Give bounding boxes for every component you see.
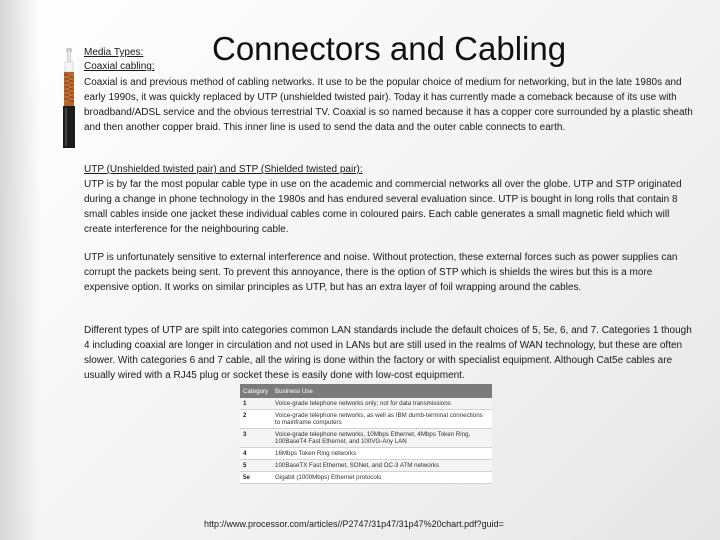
- table-header-category: Category: [240, 384, 272, 398]
- utp-heading: UTP (Unshielded twisted pair) and STP (Shielded twisted pair):: [84, 164, 363, 175]
- table-row: [240, 472, 492, 484]
- table-cell-use: Voice-grade telephone networks only; not for data transmissions: [272, 398, 492, 410]
- utp-sensitive-paragraph: UTP is unfortunately sensitive to external interference and noise. Without protection, these external forces such as power supplies can corrupt the packets being sent. To prevent this annoyance, there is the option of STP which is shields the wires but this is a more expensive option. It works on similar principles as UTP, but has an extra layer of foil wrapping around the cables.: [84, 252, 678, 293]
- table-row: [240, 429, 492, 448]
- utp-category-table: [240, 384, 492, 484]
- table-row: [240, 448, 492, 460]
- table-row: [240, 398, 492, 410]
- table-cell-category: 3: [240, 429, 272, 448]
- table-row: [240, 460, 492, 472]
- table-cell-category: 5: [240, 460, 272, 472]
- table-cell-category: 2: [240, 410, 272, 429]
- coaxial-label: Coaxial cabling:: [84, 61, 155, 72]
- table-cell-category: 4: [240, 448, 272, 460]
- coaxial-cable-image: [62, 48, 76, 148]
- categories-paragraph: Different types of UTP are spilt into categories common LAN standards include the default choices of 5, 5e, 6, and 7. Categories 1 though 4 including coaxial are longer in circulation and not used in LANs but are still used in the realms of WAN technology, but these are often slower. With categories 6 and 7 cable, all the wiring is done within the factory or with specialist equipment. Although Cat5e cables are usually wired with a RJ45 plug or socket these is easily done with low-cost equipment.: [84, 325, 692, 381]
- table-header-row: [240, 384, 492, 398]
- table-cell-category: 5e: [240, 472, 272, 484]
- table-row: [240, 410, 492, 429]
- page-title: Connectors and Cabling: [212, 30, 567, 67]
- table-cell-use: 100BaseTX Fast Ethernet, SONet, and OC-3 ATM networks: [272, 460, 492, 472]
- utp-paragraph: UTP is by far the most popular cable type in use on the academic and commercial networks all over the globe. UTP and STP originated during a change in phone technology in the 1980s and has endured several evaluation since. UTP is bought in long rolls that contain 8 small cables inside one jacket these individual cables come in coloured pairs. Each cable generates a small magnetic field which will create interference for the neighbouring cable.: [84, 179, 682, 235]
- utp-section: [84, 162, 694, 237]
- table-header-business-use: Business Use: [272, 384, 492, 398]
- table-cell-category: 1: [240, 398, 272, 410]
- table-cell-use: Gigabit (1000Mbps) Ethernet protocols: [272, 472, 492, 484]
- slide-left-shade: [0, 0, 40, 540]
- source-link[interactable]: http://www.processor.com/articles//P2747/31p47/31p47%20chart.pdf?guid=: [204, 519, 504, 529]
- table-cell-use: 16Mbps Token Ring networks: [272, 448, 492, 460]
- media-types-label: Media Types:: [84, 47, 144, 58]
- table-cell-use: Voice-grade telephone networks, 10Mbps Ethernet, 4Mbps Token Ring, 100BaseT4 Fast Ethernet, and 100VG-Any LAN: [272, 429, 492, 448]
- table-cell-use: Voice-grade telephone networks, as well as IBM dumb-terminal connections to mainframe computers: [272, 410, 492, 429]
- coaxial-paragraph: Coaxial is and previous method of cabling networks. It use to be the popular choice of medium for networking, but in the late 1980s and early 1990s, it was quickly replaced by UTP (unshielded twisted pair). Today it has currently made a comeback because of its use with broadband/ADSL service and the obvious terrestrial TV. Coaxial is so named because it has a copper core surrounded by a plastic sheath and then another copper braid. This inner line is used to send the data and the outer cable connects to earth.: [84, 77, 693, 133]
